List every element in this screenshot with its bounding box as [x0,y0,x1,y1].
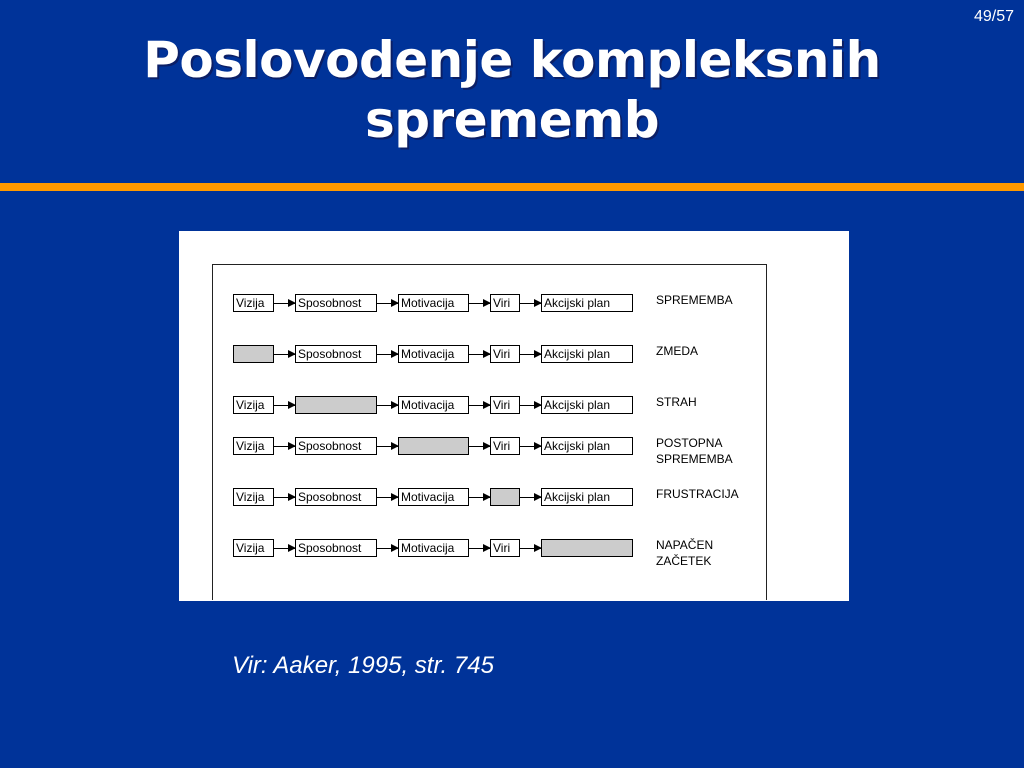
outcome-label [656,435,733,467]
element-box-motivacija: Motivacija [398,396,469,414]
outcome-line-1: ZMEDA [656,344,698,358]
flow-arrow [469,497,490,498]
outcome-label [656,292,733,308]
flow-arrow [469,548,490,549]
source-citation: Vir: Aaker, 1995, str. 745 [232,652,494,679]
outcome-label [656,394,697,410]
missing-element-box [541,539,633,557]
flow-arrow [377,497,398,498]
flow-arrow [377,446,398,447]
change-management-diagram [179,231,849,601]
element-box-motivacija: Motivacija [398,488,469,506]
outcome-line-1: NAPAČEN [656,538,714,552]
flow-arrow [469,446,490,447]
title-line-2: sprememb [364,91,660,149]
outcome-label [656,343,698,359]
flow-arrow [274,548,295,549]
outcome-line-1: FRUSTRACIJA [656,487,739,501]
element-box-vizija: Vizija [233,396,274,414]
element-box-viri: Viri [490,437,520,455]
flow-arrow [274,354,295,355]
flow-arrow [469,303,490,304]
element-box-sposobnost: Sposobnost [295,437,377,455]
flow-arrow [274,446,295,447]
element-box-sposobnost: Sposobnost [295,345,377,363]
flow-arrow [274,405,295,406]
flow-arrow [377,354,398,355]
element-box-viri: Viri [490,539,520,557]
element-box-vizija: Vizija [233,539,274,557]
missing-element-box [490,488,520,506]
flow-arrow [520,446,541,447]
flow-arrow [520,548,541,549]
flow-arrow [469,405,490,406]
element-box-vizija: Vizija [233,488,274,506]
element-box-vizija: Vizija [233,437,274,455]
outcome-label [656,486,739,502]
flow-arrow [520,354,541,355]
flow-arrow [274,497,295,498]
flow-arrow [520,497,541,498]
flow-arrow [377,405,398,406]
element-box-sposobnost: Sposobnost [295,294,377,312]
element-box-viri: Viri [490,345,520,363]
title-line-1: Poslovodenje kompleksnih [143,31,881,89]
element-box-motivacija: Motivacija [398,345,469,363]
element-box-akcijski-plan: Akcijski plan [541,437,633,455]
element-box-akcijski-plan: Akcijski plan [541,488,633,506]
element-box-vizija: Vizija [233,294,274,312]
element-box-sposobnost: Sposobnost [295,539,377,557]
element-box-viri: Viri [490,396,520,414]
flow-arrow [377,303,398,304]
outcome-line-1: SPREMEMBA [656,293,733,307]
outcome-line-1: STRAH [656,395,697,409]
element-box-sposobnost: Sposobnost [295,488,377,506]
element-box-akcijski-plan: Akcijski plan [541,345,633,363]
flow-arrow [520,405,541,406]
missing-element-box [295,396,377,414]
flow-arrow [469,354,490,355]
element-box-motivacija: Motivacija [398,294,469,312]
element-box-akcijski-plan: Akcijski plan [541,396,633,414]
outcome-line-1: POSTOPNA [656,436,723,450]
flow-arrow [274,303,295,304]
slide-title [0,30,1024,150]
flow-arrow [377,548,398,549]
page-number: 49/57 [973,8,1014,25]
element-box-motivacija: Motivacija [398,539,469,557]
flow-arrow [520,303,541,304]
element-box-viri: Viri [490,294,520,312]
outcome-line-2: ZAČETEK [656,554,712,568]
missing-element-box [398,437,469,455]
missing-element-box [233,345,274,363]
orange-divider [0,183,1024,191]
outcome-line-2: SPREMEMBA [656,452,733,466]
element-box-akcijski-plan: Akcijski plan [541,294,633,312]
outcome-label [656,537,713,569]
